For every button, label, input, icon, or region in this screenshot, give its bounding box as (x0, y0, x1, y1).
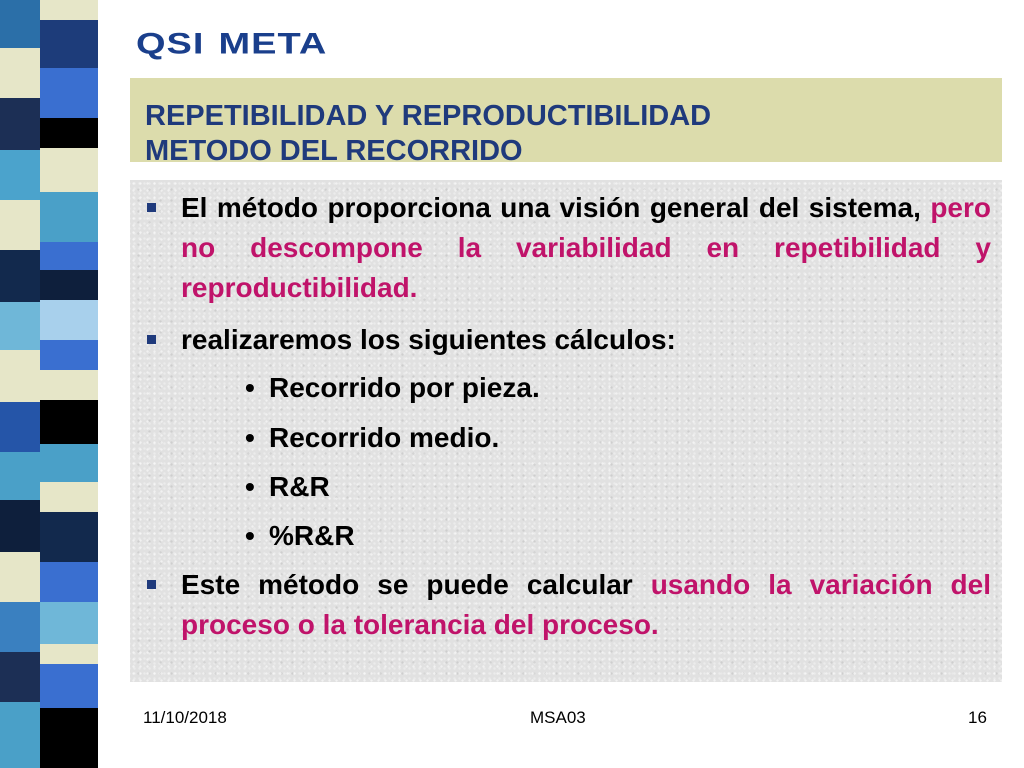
footer-date: 11/10/2018 (143, 708, 227, 727)
bullet-3-text: Este método se puede calcular (181, 569, 651, 600)
slide-title (145, 99, 711, 169)
footer-page-number: 16 (968, 708, 987, 727)
sub-bullet-4 (245, 516, 355, 556)
decorative-stripe (0, 0, 120, 768)
sub-bullet-1 (245, 368, 540, 408)
sub-bullet-dot-icon: • (245, 471, 255, 502)
footer-code: MSA03 (530, 708, 586, 727)
sub-bullet-2 (245, 418, 499, 458)
bullet-3 (181, 565, 991, 645)
logo-left-text: QSI (136, 27, 205, 61)
bullet-2 (181, 320, 991, 360)
sub-bullet-dot-icon: • (245, 372, 255, 403)
slide-title-line-1: REPETIBILIDAD Y REPRODUCTIBILIDAD (145, 100, 712, 132)
sub-bullet-4-text: %R&R (269, 520, 355, 551)
slide-title-line-2: METODO DEL RECORRIDO (145, 135, 523, 167)
sub-bullet-3 (245, 467, 330, 507)
logo (136, 24, 327, 65)
bullet-square-icon (147, 580, 156, 589)
bullet-2-text: realizaremos los siguientes cálculos: (181, 324, 676, 355)
bullet-1-highlight: pero no descompone la variabilidad en repetibilidad y reproductibilidad. (181, 192, 991, 303)
logo-right-text: META (218, 27, 328, 61)
bullet-3-highlight: usando la variación del proceso o la tolerancia del proceso. (181, 569, 991, 640)
sub-bullet-3-text: R&R (269, 471, 330, 502)
bullet-square-icon (147, 203, 156, 212)
bullet-square-icon (147, 335, 156, 344)
sub-bullet-dot-icon: • (245, 520, 255, 551)
bullet-1-text: El método proporciona una visión general del sistema, (181, 192, 931, 223)
sub-bullet-dot-icon: • (245, 422, 255, 453)
bullet-1 (181, 188, 991, 308)
sub-bullet-2-text: Recorrido medio. (269, 422, 500, 453)
sub-bullet-1-text: Recorrido por pieza. (269, 372, 540, 403)
